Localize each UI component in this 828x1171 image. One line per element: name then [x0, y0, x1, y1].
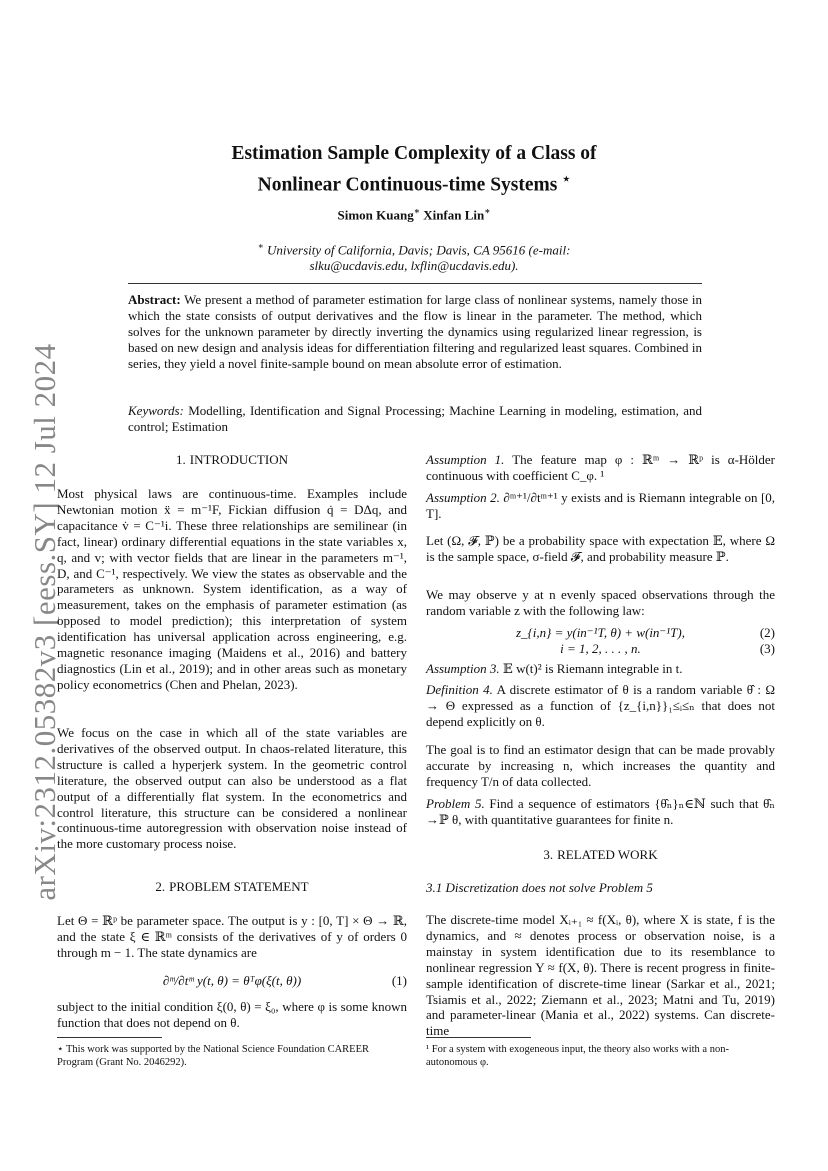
title-line-1: Estimation Sample Complexity of a Class of	[231, 143, 597, 164]
abstract	[128, 292, 702, 372]
related-work-paragraph: The discrete-time model Xᵢ₊₁ ≈ f(Xᵢ, θ), where X is state, f is the dynamics, and ≈ denotes process or observation noise, is a mainstay in system identification due to its resemblance to nonlinear regression Y ≈ f(X, θ). There is recent progress in finite-sample identification of discrete-time linear (Sarkar et al., 2021; Tsiamis et al., 2022; Ziemann et al., 2023; Matni and Tu, 2019) and parameter-linear (Mania et al., 2022) systems. Can discrete-time	[426, 912, 775, 1039]
keywords-text: Modelling, Identification and Signal Processing; Machine Learning in modeling, estimation, and control; Estimation	[128, 403, 702, 434]
problem-paragraph-2: subject to the initial condition ξ(0, θ) = ξ₀, where φ is some known function that does not depend on θ.	[57, 999, 407, 1030]
footnote-rule	[57, 1037, 162, 1038]
equation-body: z_{i,n} = y(in⁻¹T, θ) + w(in⁻¹T),	[516, 625, 685, 640]
intro-paragraph-2: We focus on the case in which all of the state variables are derivatives of the observed output. In chaos-related literature, this structure is called a hyperjerk system. In the geometric control literature, the observed output can also be understood as a flat output of a differentially flat system. In the econometrics and control literature, this structure can be considered a nonlinear continuous-time autoregression with observation noise instead of the more customary process noise.	[57, 725, 407, 852]
abstract-label: Abstract:	[128, 292, 181, 307]
problem-5: Problem 5. Find a sequence of estimators {θ̂ₙ}ₙ∈ℕ such that θ̂ₙ →ℙ θ, with quantitative guarantees for finite n.	[426, 796, 775, 827]
assumption-2: Assumption 2. ∂ᵐ⁺¹/∂tᵐ⁺¹ y exists and is Riemann integrable on [0, T].	[426, 490, 776, 521]
equation-number: (3)	[759, 641, 775, 656]
equation-3	[426, 641, 775, 657]
title-line-2: Nonlinear Continuous-time Systems ⋆	[257, 171, 571, 196]
definition-4: Definition 4. A discrete estimator of θ is a random variable θ̂ : Ω → Θ expressed as a function of {z_{i,n}}₁≤ᵢ≤ₙ that does not depend explicitly on θ.	[426, 682, 775, 729]
affil-mark: ∗	[257, 241, 264, 251]
assumption-1: Assumption 1. The feature map φ : ℝᵐ → ℝᵖ is α-Hölder continuous with coefficient C_φ. ¹	[426, 452, 776, 483]
abstract-text: We present a method of parameter estimation for large class of nonlinear systems, namely those in which the state consists of output derivatives and the flow is linear in the parameter. The method, which solves for the unknown parameter by directly inverting the dynamics using regularized linear regression, is based on new design and analysis ideas for differentiation filtering and regularized least squares. Combined in series, they yield a novel finite-sample bound on mean absolute error of estimation.	[128, 292, 702, 371]
author-mark: ∗	[413, 206, 420, 216]
keywords	[128, 403, 702, 435]
equation-2	[426, 625, 775, 641]
paper-title	[128, 141, 700, 198]
footnote-1: ¹ For a system with exogeneous input, the theory also works with a non-autonomous φ.	[426, 1044, 729, 1068]
title-footnote-mark: ⋆	[562, 171, 571, 186]
equation-1	[57, 973, 407, 989]
authors	[128, 206, 700, 223]
affiliation: ∗ University of California, Davis; Davis, CA 95616 (e-mail: slku@ucdavis.edu, lxflin@ucdavis.edu).	[257, 241, 571, 274]
keywords-label: Keywords:	[128, 403, 184, 418]
author-mark: ∗	[484, 206, 491, 216]
author-name: Xinfan Lin	[423, 207, 485, 223]
abstract-rule	[128, 283, 702, 284]
subsection-3-1-heading: 3.1 Discretization does not solve Problem 5	[426, 880, 653, 895]
funding-footnote: ⋆ This work was supported by the National Science Foundation CAREER Program (Grant No. 2046292).	[57, 1044, 370, 1068]
assumption-3: Assumption 3. 𝔼 w(t)² is Riemann integrable in t.	[426, 661, 683, 676]
intro-paragraph-1: Most physical laws are continuous-time. Examples include Newtonian motion ẍ = m⁻¹F, Fickian diffusion q̇ = DΔq, and capacitance v̇ = C⁻¹i. These three relationships are semilinear (in fact, linear) ordinary differential equations in the state variables x, q, and v; with vector fields that are linear in the parameters m⁻¹, D, and C⁻¹, respectively. We view the states as observable and the parameters as unknown. System identification, as a way of measurement, takes on the emphasis of parameter estimation (as opposed to model prediction); this interpretation of system identification has universal application across engineering, e.g. magnetic resonance imaging (Maidens et al., 2016) and battery diagnostics (Lin et al., 2019); and in other areas such as monetary policy econometrics (Chen and Phelan, 2023).	[57, 486, 407, 692]
section-2-heading: 2. PROBLEM STATEMENT	[155, 879, 309, 894]
author-name: Simon Kuang	[337, 207, 414, 223]
equation-body: i = 1, 2, . . . , n.	[560, 641, 641, 656]
section-3-heading: 3. RELATED WORK	[543, 847, 658, 862]
equation-number: (2)	[759, 625, 775, 640]
goal-paragraph: The goal is to find an estimator design that can be made provably accurate by increasing n, which increases the quantity and frequency T/n of data collected.	[426, 742, 775, 789]
observation-paragraph: We may observe y at n evenly spaced observations through the random variable z with the following law:	[426, 587, 775, 618]
equation-body: ∂ᵐ/∂tᵐ y(t, θ) = θᵀφ(ξ(t, θ))	[162, 973, 302, 988]
arxiv-id: arXiv:2312.05382v3 [eess.SY] 12 Jul 2024	[27, 343, 62, 901]
equation-number: (1)	[391, 973, 407, 988]
probability-space-paragraph: Let (Ω, 𝓕, ℙ) be a probability space with expectation 𝔼, where Ω is the sample space, σ-field 𝓕, and probability measure ℙ.	[426, 533, 775, 564]
footnote-rule	[426, 1037, 531, 1038]
section-1-heading: 1. INTRODUCTION	[176, 452, 288, 467]
problem-paragraph-1: Let Θ = ℝᵖ be parameter space. The output is y : [0, T] × Θ → ℝ, and the state ξ ∈ ℝᵐ consists of the derivatives of y of orders 0 through m − 1. The state dynamics are	[57, 913, 407, 960]
